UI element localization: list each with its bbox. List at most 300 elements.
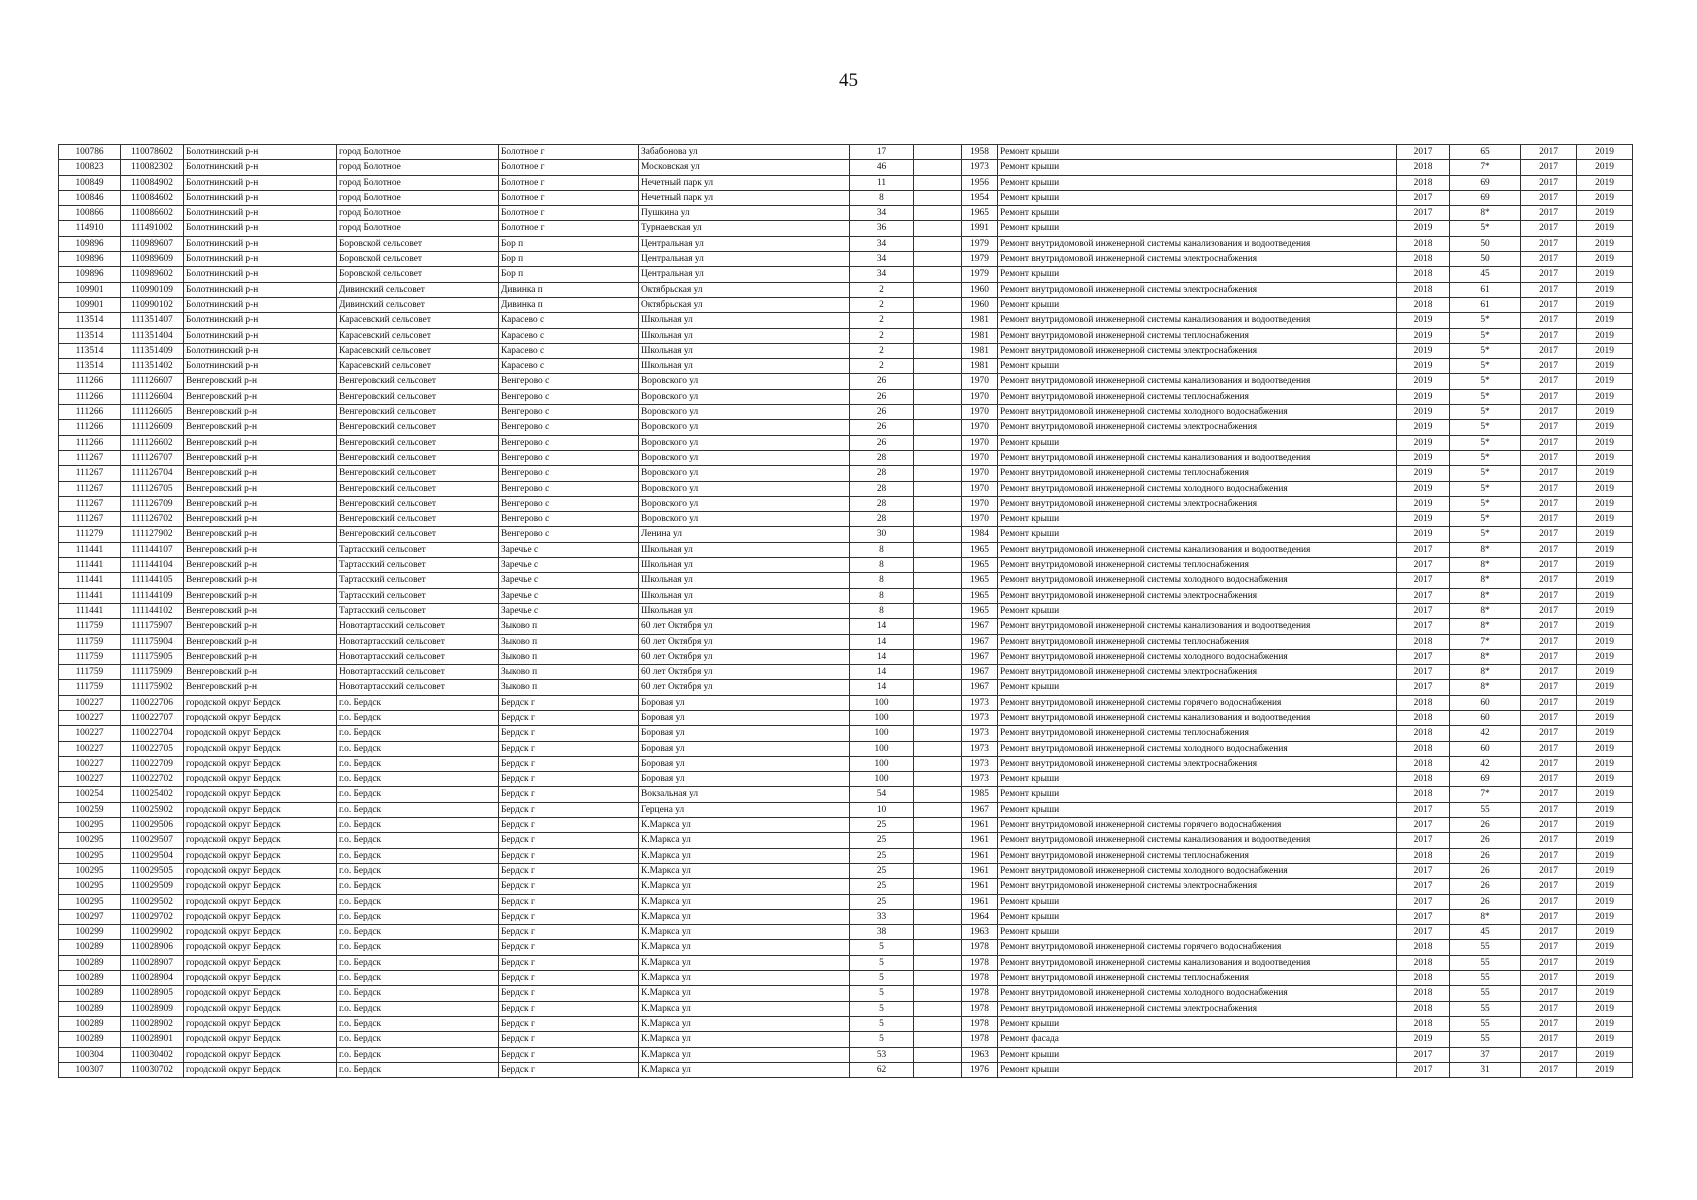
cell-work-type: Ремонт внутридомовой инженерной системы теплоснабжения [998, 558, 1397, 573]
table-row [59, 741, 1633, 756]
cell-wear-percent: 42 [1450, 756, 1521, 771]
cell-house-number: 8 [850, 588, 914, 603]
cell-year-built: 1978 [962, 1001, 998, 1016]
cell-district: Венгеровский р-н [184, 450, 337, 465]
cell-wear-percent: 5* [1450, 389, 1521, 404]
cell-period-end: 2019 [1577, 420, 1633, 435]
cell-district: Венгеровский р-н [184, 481, 337, 496]
cell-plan-year: 2019 [1397, 527, 1450, 542]
cell-wear-percent: 5* [1450, 496, 1521, 511]
cell-plan-year: 2019 [1397, 328, 1450, 343]
cell-street: К.Маркса ул [639, 940, 850, 955]
cell-period-start: 2017 [1521, 695, 1577, 710]
cell-plan-year: 2018 [1397, 986, 1450, 1001]
cell-element-id: 111175904 [121, 634, 184, 649]
cell-street: Воровского ул [639, 512, 850, 527]
cell-house-number: 26 [850, 420, 914, 435]
cell-municipality: Венгеровский сельсовет [337, 496, 499, 511]
table-row [59, 206, 1633, 221]
cell-year-built: 1970 [962, 481, 998, 496]
cell-year-built: 1965 [962, 542, 998, 557]
cell-plan-year: 2018 [1397, 710, 1450, 725]
cell-house-id: 100304 [59, 1047, 121, 1062]
cell-plan-year: 2017 [1397, 1047, 1450, 1062]
cell-plan-year: 2017 [1397, 879, 1450, 894]
cell-building [914, 925, 962, 940]
cell-wear-percent: 55 [1450, 1032, 1521, 1047]
cell-street: К.Маркса ул [639, 848, 850, 863]
cell-period-end: 2019 [1577, 756, 1633, 771]
cell-period-end: 2019 [1577, 787, 1633, 802]
cell-year-built: 1978 [962, 955, 998, 970]
cell-district: городской округ Бердск [184, 894, 337, 909]
table-row [59, 925, 1633, 940]
cell-settlement: Бердск г [499, 986, 639, 1001]
cell-plan-year: 2018 [1397, 955, 1450, 970]
cell-building [914, 955, 962, 970]
cell-period-end: 2019 [1577, 405, 1633, 420]
cell-work-type: Ремонт крыши [998, 1016, 1397, 1031]
cell-settlement: Заречье с [499, 558, 639, 573]
cell-district: городской округ Бердск [184, 955, 337, 970]
cell-building [914, 297, 962, 312]
cell-element-id: 111175905 [121, 649, 184, 664]
cell-house-number: 25 [850, 848, 914, 863]
cell-period-start: 2017 [1521, 1016, 1577, 1031]
cell-period-start: 2017 [1521, 802, 1577, 817]
cell-element-id: 110029902 [121, 925, 184, 940]
cell-work-type: Ремонт внутридомовой инженерной системы теплоснабжения [998, 971, 1397, 986]
cell-period-end: 2019 [1577, 955, 1633, 970]
cell-district: Болотнинский р-н [184, 313, 337, 328]
cell-period-start: 2017 [1521, 680, 1577, 695]
cell-period-end: 2019 [1577, 236, 1633, 251]
cell-house-id: 100295 [59, 894, 121, 909]
cell-street: Школьная ул [639, 603, 850, 618]
cell-settlement: Венгерово с [499, 496, 639, 511]
cell-street: Школьная ул [639, 558, 850, 573]
cell-period-start: 2017 [1521, 466, 1577, 481]
cell-house-number: 14 [850, 619, 914, 634]
cell-wear-percent: 8* [1450, 649, 1521, 664]
cell-element-id: 110029702 [121, 909, 184, 924]
cell-period-start: 2017 [1521, 986, 1577, 1001]
cell-wear-percent: 31 [1450, 1062, 1521, 1077]
cell-year-built: 1973 [962, 695, 998, 710]
cell-street: К.Маркса ул [639, 955, 850, 970]
table-row [59, 573, 1633, 588]
cell-period-end: 2019 [1577, 1032, 1633, 1047]
cell-work-type: Ремонт внутридомовой инженерной системы электроснабжения [998, 665, 1397, 680]
table-row [59, 1016, 1633, 1031]
cell-settlement: Бердск г [499, 1001, 639, 1016]
cell-house-id: 100295 [59, 879, 121, 894]
cell-house-number: 26 [850, 435, 914, 450]
cell-plan-year: 2018 [1397, 1016, 1450, 1031]
cell-year-built: 1967 [962, 634, 998, 649]
cell-period-end: 2019 [1577, 496, 1633, 511]
cell-municipality: Венгеровский сельсовет [337, 435, 499, 450]
cell-year-built: 1985 [962, 787, 998, 802]
cell-plan-year: 2018 [1397, 252, 1450, 267]
cell-street: Боровая ул [639, 756, 850, 771]
cell-plan-year: 2017 [1397, 818, 1450, 833]
cell-year-built: 1973 [962, 772, 998, 787]
cell-street: К.Маркса ул [639, 1016, 850, 1031]
cell-house-id: 100307 [59, 1062, 121, 1077]
cell-wear-percent: 5* [1450, 420, 1521, 435]
table-row [59, 236, 1633, 251]
cell-wear-percent: 69 [1450, 175, 1521, 190]
cell-house-number: 25 [850, 863, 914, 878]
cell-period-end: 2019 [1577, 282, 1633, 297]
cell-wear-percent: 50 [1450, 236, 1521, 251]
cell-street: К.Маркса ул [639, 894, 850, 909]
cell-year-built: 1967 [962, 665, 998, 680]
cell-settlement: Венгерово с [499, 435, 639, 450]
cell-building [914, 1047, 962, 1062]
cell-street: Центральная ул [639, 252, 850, 267]
cell-period-end: 2019 [1577, 297, 1633, 312]
cell-municipality: г.о. Бердск [337, 710, 499, 725]
cell-district: Венгеровский р-н [184, 420, 337, 435]
cell-building [914, 1032, 962, 1047]
cell-element-id: 110028905 [121, 986, 184, 1001]
cell-work-type: Ремонт внутридомовой инженерной системы горячего водоснабжения [998, 695, 1397, 710]
cell-period-end: 2019 [1577, 603, 1633, 618]
cell-house-id: 100299 [59, 925, 121, 940]
cell-period-start: 2017 [1521, 190, 1577, 205]
cell-district: городской округ Бердск [184, 986, 337, 1001]
cell-building [914, 282, 962, 297]
cell-year-built: 1961 [962, 833, 998, 848]
cell-work-type: Ремонт внутридомовой инженерной системы электроснабжения [998, 496, 1397, 511]
cell-period-end: 2019 [1577, 221, 1633, 236]
cell-plan-year: 2018 [1397, 160, 1450, 175]
cell-municipality: г.о. Бердск [337, 1047, 499, 1062]
cell-element-id: 111126709 [121, 496, 184, 511]
cell-year-built: 1973 [962, 726, 998, 741]
cell-district: Болотнинский р-н [184, 328, 337, 343]
cell-period-start: 2017 [1521, 649, 1577, 664]
cell-period-end: 2019 [1577, 145, 1633, 160]
cell-plan-year: 2019 [1397, 435, 1450, 450]
cell-work-type: Ремонт крыши [998, 925, 1397, 940]
cell-municipality: г.о. Бердск [337, 741, 499, 756]
cell-street: Воровского ул [639, 405, 850, 420]
table-row [59, 343, 1633, 358]
table-row [59, 496, 1633, 511]
cell-plan-year: 2019 [1397, 221, 1450, 236]
cell-building [914, 542, 962, 557]
cell-period-end: 2019 [1577, 1001, 1633, 1016]
cell-district: городской округ Бердск [184, 802, 337, 817]
cell-house-id: 100786 [59, 145, 121, 160]
cell-municipality: Боровской сельсовет [337, 252, 499, 267]
cell-street: Нечетный парк ул [639, 175, 850, 190]
cell-work-type: Ремонт внутридомовой инженерной системы канализования и водоотведения [998, 619, 1397, 634]
cell-district: городской округ Бердск [184, 909, 337, 924]
cell-period-end: 2019 [1577, 588, 1633, 603]
cell-work-type: Ремонт внутридомовой инженерной системы электроснабжения [998, 1001, 1397, 1016]
table-row [59, 772, 1633, 787]
cell-period-start: 2017 [1521, 925, 1577, 940]
cell-period-start: 2017 [1521, 787, 1577, 802]
cell-district: Венгеровский р-н [184, 588, 337, 603]
cell-year-built: 1965 [962, 588, 998, 603]
cell-element-id: 111126704 [121, 466, 184, 481]
cell-period-start: 2017 [1521, 359, 1577, 374]
cell-street: 60 лет Октября ул [639, 619, 850, 634]
cell-settlement: Бор п [499, 252, 639, 267]
cell-house-id: 100823 [59, 160, 121, 175]
cell-work-type: Ремонт крыши [998, 1047, 1397, 1062]
cell-year-built: 1961 [962, 848, 998, 863]
cell-municipality: Дивинский сельсовет [337, 282, 499, 297]
table-row [59, 420, 1633, 435]
cell-period-end: 2019 [1577, 542, 1633, 557]
cell-wear-percent: 45 [1450, 267, 1521, 282]
cell-building [914, 588, 962, 603]
cell-plan-year: 2017 [1397, 190, 1450, 205]
cell-settlement: Бор п [499, 267, 639, 282]
cell-element-id: 110029507 [121, 833, 184, 848]
cell-period-start: 2017 [1521, 634, 1577, 649]
cell-element-id: 110029504 [121, 848, 184, 863]
cell-period-end: 2019 [1577, 512, 1633, 527]
cell-wear-percent: 5* [1450, 450, 1521, 465]
cell-house-number: 26 [850, 374, 914, 389]
cell-house-number: 8 [850, 603, 914, 618]
cell-period-start: 2017 [1521, 389, 1577, 404]
cell-period-start: 2017 [1521, 206, 1577, 221]
cell-house-number: 8 [850, 542, 914, 557]
cell-settlement: Зыково п [499, 649, 639, 664]
cell-element-id: 110022709 [121, 756, 184, 771]
cell-house-number: 14 [850, 634, 914, 649]
table-row [59, 909, 1633, 924]
cell-building [914, 1016, 962, 1031]
cell-element-id: 110989609 [121, 252, 184, 267]
cell-plan-year: 2017 [1397, 925, 1450, 940]
cell-municipality: Венгеровский сельсовет [337, 374, 499, 389]
cell-district: Венгеровский р-н [184, 542, 337, 557]
cell-plan-year: 2017 [1397, 619, 1450, 634]
cell-municipality: г.о. Бердск [337, 894, 499, 909]
cell-house-id: 111759 [59, 649, 121, 664]
cell-house-number: 100 [850, 772, 914, 787]
cell-district: Болотнинский р-н [184, 267, 337, 282]
cell-building [914, 145, 962, 160]
cell-municipality: Тартасский сельсовет [337, 603, 499, 618]
cell-plan-year: 2019 [1397, 512, 1450, 527]
cell-settlement: Карасево с [499, 359, 639, 374]
cell-house-number: 5 [850, 1016, 914, 1031]
cell-house-number: 46 [850, 160, 914, 175]
cell-building [914, 680, 962, 695]
cell-settlement: Бердск г [499, 772, 639, 787]
cell-work-type: Ремонт крыши [998, 787, 1397, 802]
cell-settlement: Бердск г [499, 818, 639, 833]
cell-work-type: Ремонт внутридомовой инженерной системы канализования и водоотведения [998, 542, 1397, 557]
cell-work-type: Ремонт внутридомовой инженерной системы канализования и водоотведения [998, 236, 1397, 251]
cell-house-id: 100254 [59, 787, 121, 802]
cell-settlement: Венгерово с [499, 527, 639, 542]
cell-period-end: 2019 [1577, 328, 1633, 343]
cell-period-end: 2019 [1577, 313, 1633, 328]
cell-settlement: Дивинка п [499, 297, 639, 312]
cell-period-end: 2019 [1577, 986, 1633, 1001]
cell-street: К.Маркса ул [639, 909, 850, 924]
cell-district: городской округ Бердск [184, 833, 337, 848]
cell-period-start: 2017 [1521, 297, 1577, 312]
cell-element-id: 111351409 [121, 343, 184, 358]
cell-work-type: Ремонт крыши [998, 512, 1397, 527]
cell-house-id: 111441 [59, 603, 121, 618]
cell-period-start: 2017 [1521, 726, 1577, 741]
cell-building [914, 695, 962, 710]
cell-element-id: 110028909 [121, 1001, 184, 1016]
cell-street: Боровая ул [639, 772, 850, 787]
cell-house-number: 100 [850, 756, 914, 771]
cell-work-type: Ремонт крыши [998, 221, 1397, 236]
cell-house-id: 111279 [59, 527, 121, 542]
cell-period-start: 2017 [1521, 542, 1577, 557]
cell-plan-year: 2018 [1397, 940, 1450, 955]
table-row [59, 160, 1633, 175]
cell-period-end: 2019 [1577, 160, 1633, 175]
cell-municipality: город Болотное [337, 145, 499, 160]
cell-period-start: 2017 [1521, 313, 1577, 328]
cell-municipality: Тартасский сельсовет [337, 558, 499, 573]
table-row [59, 802, 1633, 817]
cell-settlement: Бердск г [499, 940, 639, 955]
cell-work-type: Ремонт крыши [998, 772, 1397, 787]
cell-house-id: 111267 [59, 450, 121, 465]
cell-plan-year: 2019 [1397, 496, 1450, 511]
cell-plan-year: 2018 [1397, 695, 1450, 710]
cell-street: Турнаевская ул [639, 221, 850, 236]
cell-house-number: 28 [850, 481, 914, 496]
cell-period-end: 2019 [1577, 389, 1633, 404]
cell-house-number: 54 [850, 787, 914, 802]
cell-district: городской округ Бердск [184, 726, 337, 741]
cell-district: Венгеровский р-н [184, 389, 337, 404]
cell-district: Венгеровский р-н [184, 665, 337, 680]
cell-wear-percent: 26 [1450, 848, 1521, 863]
cell-street: Забабонова ул [639, 145, 850, 160]
cell-settlement: Бердск г [499, 695, 639, 710]
cell-year-built: 1961 [962, 863, 998, 878]
cell-building [914, 252, 962, 267]
cell-building [914, 267, 962, 282]
cell-house-id: 111266 [59, 389, 121, 404]
cell-wear-percent: 8* [1450, 665, 1521, 680]
cell-street: Вокзальная ул [639, 787, 850, 802]
cell-work-type: Ремонт внутридомовой инженерной системы теплоснабжения [998, 848, 1397, 863]
cell-house-id: 111267 [59, 496, 121, 511]
cell-house-number: 2 [850, 328, 914, 343]
table-row [59, 726, 1633, 741]
cell-house-id: 113514 [59, 313, 121, 328]
cell-element-id: 111126705 [121, 481, 184, 496]
cell-district: Венгеровский р-н [184, 619, 337, 634]
cell-municipality: Венгеровский сельсовет [337, 405, 499, 420]
cell-year-built: 1976 [962, 1062, 998, 1077]
cell-plan-year: 2017 [1397, 558, 1450, 573]
cell-period-start: 2017 [1521, 420, 1577, 435]
cell-work-type: Ремонт внутридомовой инженерной системы электроснабжения [998, 879, 1397, 894]
cell-settlement: Венгерово с [499, 512, 639, 527]
cell-house-number: 5 [850, 971, 914, 986]
cell-work-type: Ремонт внутридомовой инженерной системы канализования и водоотведения [998, 450, 1397, 465]
cell-settlement: Болотное г [499, 145, 639, 160]
cell-wear-percent: 8* [1450, 603, 1521, 618]
cell-house-id: 100289 [59, 940, 121, 955]
cell-period-end: 2019 [1577, 680, 1633, 695]
cell-street: Школьная ул [639, 542, 850, 557]
cell-building [914, 359, 962, 374]
cell-period-start: 2017 [1521, 496, 1577, 511]
cell-street: Воровского ул [639, 496, 850, 511]
cell-work-type: Ремонт внутридомовой инженерной системы канализования и водоотведения [998, 710, 1397, 725]
cell-house-number: 5 [850, 1001, 914, 1016]
cell-district: городской округ Бердск [184, 848, 337, 863]
cell-wear-percent: 5* [1450, 328, 1521, 343]
cell-district: городской округ Бердск [184, 818, 337, 833]
cell-house-id: 100295 [59, 833, 121, 848]
cell-district: Болотнинский р-н [184, 359, 337, 374]
cell-element-id: 111126707 [121, 450, 184, 465]
cell-street: Октябрьская ул [639, 297, 850, 312]
cell-settlement: Бердск г [499, 909, 639, 924]
cell-settlement: Бердск г [499, 1032, 639, 1047]
cell-house-number: 5 [850, 940, 914, 955]
table-row [59, 619, 1633, 634]
cell-element-id: 111144107 [121, 542, 184, 557]
cell-year-built: 1958 [962, 145, 998, 160]
cell-municipality: г.о. Бердск [337, 848, 499, 863]
cell-house-number: 2 [850, 297, 914, 312]
cell-period-start: 2017 [1521, 619, 1577, 634]
cell-period-start: 2017 [1521, 221, 1577, 236]
cell-district: Болотнинский р-н [184, 206, 337, 221]
cell-element-id: 110084602 [121, 190, 184, 205]
cell-work-type: Ремонт внутридомовой инженерной системы горячего водоснабжения [998, 818, 1397, 833]
cell-wear-percent: 7* [1450, 787, 1521, 802]
cell-house-id: 109896 [59, 252, 121, 267]
cell-work-type: Ремонт внутридомовой инженерной системы холодного водоснабжения [998, 481, 1397, 496]
cell-street: Октябрьская ул [639, 282, 850, 297]
cell-settlement: Бердск г [499, 710, 639, 725]
cell-year-built: 1973 [962, 160, 998, 175]
cell-wear-percent: 5* [1450, 435, 1521, 450]
cell-plan-year: 2017 [1397, 603, 1450, 618]
cell-building [914, 971, 962, 986]
cell-period-end: 2019 [1577, 527, 1633, 542]
cell-work-type: Ремонт внутридомовой инженерной системы холодного водоснабжения [998, 573, 1397, 588]
cell-municipality: г.о. Бердск [337, 863, 499, 878]
cell-wear-percent: 8* [1450, 680, 1521, 695]
table-row [59, 558, 1633, 573]
cell-period-end: 2019 [1577, 909, 1633, 924]
cell-building [914, 894, 962, 909]
cell-house-number: 25 [850, 894, 914, 909]
cell-element-id: 110030702 [121, 1062, 184, 1077]
cell-plan-year: 2017 [1397, 863, 1450, 878]
cell-municipality: Новотартасский сельсовет [337, 665, 499, 680]
cell-period-start: 2017 [1521, 741, 1577, 756]
